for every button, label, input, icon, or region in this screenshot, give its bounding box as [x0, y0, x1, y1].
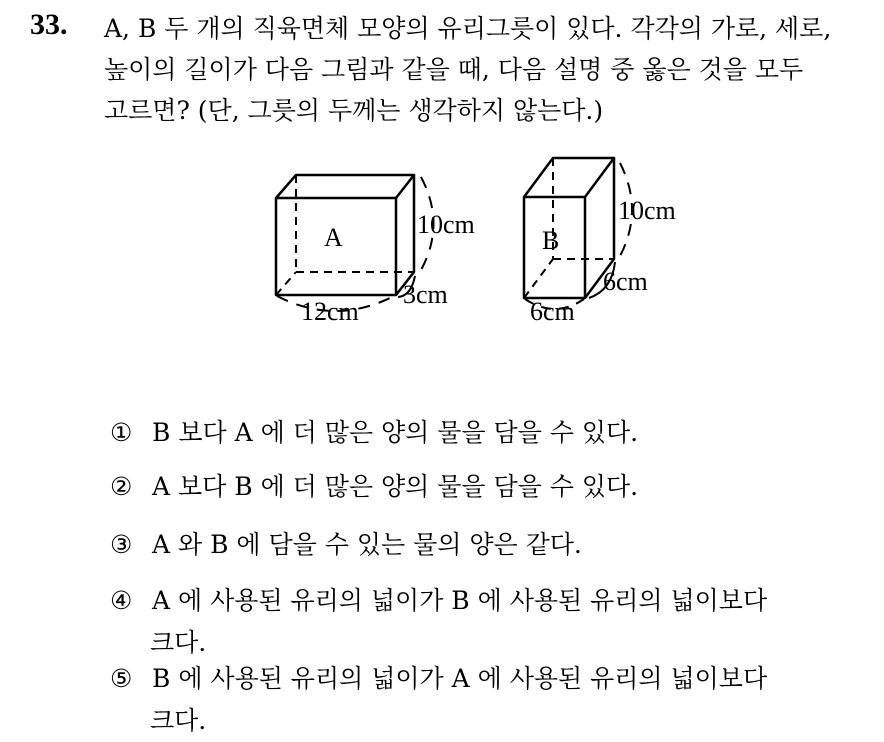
box-a-label: A [324, 223, 343, 252]
option-text: A 에 사용된 유리의 넓이가 B 에 사용된 유리의 넓이보다 [152, 586, 768, 615]
question-number: 33. [30, 8, 68, 41]
option-mark: ④ [110, 586, 133, 615]
option-mark: ③ [110, 530, 133, 559]
option-text-continued: 크다. [150, 628, 207, 657]
box-b-label: B [542, 226, 560, 255]
box-b-hidden-edge [524, 259, 553, 298]
cuboid-figure [0, 0, 884, 340]
stem-line: 고르면? (단, 그릇의 두께는 생각하지 않는다.) [104, 96, 604, 125]
option-2[interactable] [110, 466, 638, 508]
option-4[interactable] [110, 580, 767, 664]
box-b-height-label: 10cm [618, 196, 676, 225]
option-text-continued: 크다. [150, 706, 207, 735]
option-text: A 보다 B 에 더 많은 양의 물을 담을 수 있다. [152, 472, 639, 501]
option-text: A 와 B 에 담을 수 있는 물의 양은 같다. [152, 530, 582, 559]
option-3[interactable] [110, 524, 582, 566]
option-1[interactable] [110, 412, 638, 454]
stem-line: A, B 두 개의 직육면체 모양의 유리그릇이 있다. 각각의 가로, 세로, [104, 14, 832, 43]
option-mark: ① [110, 418, 133, 447]
box-a-depth-label: 3cm [403, 280, 448, 309]
box-a-width-label: 12cm [301, 297, 359, 326]
box-a-hidden-edge [276, 272, 296, 295]
option-mark: ② [110, 472, 133, 501]
option-mark: ⑤ [110, 664, 133, 693]
box-a-height-label: 10cm [417, 210, 475, 239]
box-b-top-edges [524, 158, 614, 197]
option-text: B 에 사용된 유리의 넓이가 A 에 사용된 유리의 넓이보다 [152, 664, 768, 693]
option-text: B 보다 A 에 더 많은 양의 물을 담을 수 있다. [152, 418, 639, 447]
option-5[interactable] [110, 658, 767, 742]
stem-line: 높이의 길이가 다음 그림과 같을 때, 다음 설명 중 옳은 것을 모두 [104, 55, 804, 84]
box-b-depth-label: 6cm [603, 267, 648, 296]
box-b-width-label: 6cm [530, 297, 575, 326]
